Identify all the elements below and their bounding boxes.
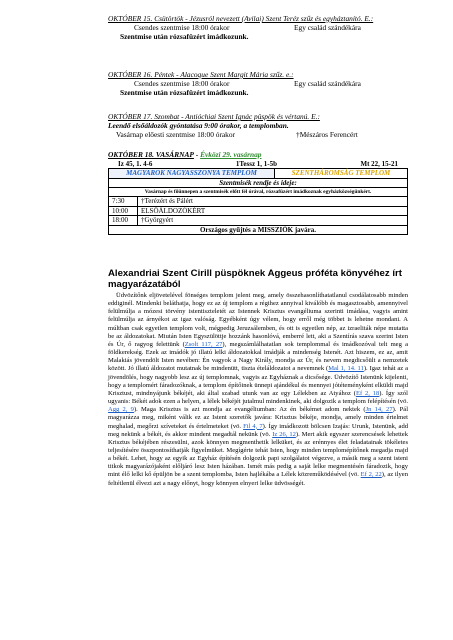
mass-intention: ELSŐÁLDOZÓKÉRT [138, 206, 408, 216]
article-text: ). Pál magyarázza meg, miként válik ez az Istent szeretők javára: Krisztus békéje, mondja, amely minden értelmet meghalad, megőrzi szíveteket és értelmeteket (vö. [108, 406, 409, 430]
article-text: ). Így imádkozott bölcsen Izajás: Urunk, Istenünk, add meg nekünk a békét, és akkor mindent megadtál nekünk (vö. [108, 422, 408, 438]
article-text: ). Igaz tehát az a jövendölés, hogy nagyobb lesz az új templomnak, vagyis az Egyháznak a dicsősége. Üdvözítő Istenünk kijelenti, hogy a templomért fáradozóknak, a templom építőinek ünnepi ajándékul és mennyei jótéteményként elküldi majd Krisztust, mindnyájunk békéjét, aki által szabad utunk van az egy Lélekben az Atyához ( [108, 365, 408, 397]
scripture-reference-link[interactable]: Mal 1, 14. 11 [328, 365, 364, 373]
rosary-note: Szentmise után rózsafüzért imádkozunk. [120, 88, 249, 98]
mass-info: Csendes szentmise 18:00 órakor [134, 79, 230, 89]
mass-intention: †Terézért és Pálért [138, 197, 408, 207]
scripture-reference-link[interactable]: Fil 4, 7 [243, 422, 263, 430]
article-text: ), az ilyen feltétlenül élvezi azt a nagy előnyt, hogy könnyen elnyeri lelke üdvösségét. [108, 471, 408, 487]
scripture-reference-link[interactable]: Ef 2, 18 [355, 389, 380, 397]
mass-info: Vasárnap előesti szentmise 18:00 órakor [116, 130, 236, 140]
reading-second: 1Tessz 1, 1-5b [235, 160, 278, 168]
mass-time: 18:00 [109, 216, 138, 226]
table-row [109, 216, 408, 226]
mass-intention: †Györgyért [138, 216, 408, 226]
church-left-name: MAGYAROK NAGYASSZONYA TEMPLOM [109, 169, 275, 179]
scripture-reference-link[interactable]: Ef 2, 22 [360, 471, 382, 479]
day-oct-16 [108, 70, 408, 98]
article-title: Alexandriai Szent Cirill püspöknek Aggeus próféta könyvéhez írt magyarázatából [108, 268, 402, 290]
collection-note: Országos gyűjtés a MISSZIÓK javára. [109, 225, 408, 235]
sunday-date: OKTÓBER 18. VASÁRNAP [108, 150, 194, 159]
article-text: ). Mert akik egyszer szerencsések lehettek Krisztus békéjében részesülni, azok könnyen megmenthetik lelküket, és az erénnyes élet feladatainak tökéletes teljesítésére összpontosíthatják figyelmüket. Megígérte tehát Isten, hogy minden templomépítőnek megadja majd a békét. Lehet, hogy az egyik az Egyház építésén dolgozik papi szolgálatot végezve, a másik meg a szent isteni titkok magyarázójaként előljáró lesz Isten házában. Ismét más pedig a saját lelke megmentésén fáradozik, hogy mint élő lelki kő épüljön be a szent templomba, Isten hajlékába a Lélek közreműködésével (vö. [108, 430, 408, 479]
article-text: ). Maga Krisztus is azt mondja az evangéliumban: Az én békémet adom nektek ( [133, 406, 366, 414]
table-row [109, 206, 408, 216]
article-text: ), megszámlálhatatlan sok templommal és imádkozóval telt meg a földkerekség. Ezek az imádók jó illatú lelki áldozatokkal imádják a mindenség Istenét. Azt hiszem, ez az, amit Malakiás jövendölt Isten nevében: Én vagyok a Nagy Király, mondja az Úr, és nevem megdicsőült a nemzetek között. Jó illatú áldozatot mutatnak be mindenütt, tiszta ételáldozatot a nevemnek ( [108, 340, 408, 373]
schedule-notice: Vasárnap és főünnepen a szentmisék előtt fél órával, rózsafüzért imádkoznak egyházközségünkért. [109, 188, 408, 197]
table-row [109, 197, 408, 207]
church-right-name: SZENTHÁROMSÁG TEMPLOM [274, 169, 407, 179]
sunday-readings [108, 160, 408, 168]
day-oct-15 [108, 14, 408, 42]
rosary-note: Szentmise után rózsafüzért imádkozunk. [120, 32, 249, 42]
day-saint: - Antióchiai Szent Ignác püspök és vértanú. E.: [179, 112, 320, 121]
article-body [108, 292, 408, 488]
scripture-reference-link[interactable]: Iz 26, 12 [272, 430, 296, 438]
mass-intention: Egy család szándékára [294, 79, 361, 89]
day-date: OKTÓBER 15. Csütörtök [108, 14, 184, 23]
scripture-reference-link[interactable]: Agg 2, 9 [108, 406, 134, 414]
confession-note: Leendő elsőáldozók gyóntatása 9:00 órakor, a templomban. [108, 121, 289, 131]
day-date: OKTÓBER 16. Péntek [108, 70, 175, 79]
scripture-reference-link[interactable]: Jn 14, 27 [365, 406, 393, 414]
schedule-title: Szentmisék rendje és ideje: [109, 178, 408, 188]
mass-schedule-table [108, 168, 408, 235]
reading-first: Iz 45, 1. 4-6 [118, 160, 153, 168]
article-text: ). Így szól ugyanis: Békét adok ezen a helyen, a lélek békéjét jutalmul mindenkinek, aki dolgozik a templom felépítésén (vö. [108, 389, 408, 406]
mass-time: 7:30 [109, 197, 138, 207]
mass-time: 10:00 [109, 206, 138, 216]
mass-intention: Egy család szándékára [294, 23, 361, 33]
scripture-reference-link[interactable]: Zsolt 117, 27 [184, 340, 223, 348]
day-saint: - Alacoque Szent Margit Mária szűz. e.: [174, 70, 294, 79]
reading-gospel: Mt 22, 15-21 [360, 160, 398, 168]
day-saint: - Jézusról nevezett (Avilai) Szent Teréz szűz és egyháztanító. E.: [183, 14, 374, 23]
day-date: OKTÓBER 17. Szombat [108, 112, 180, 121]
mass-info: Csendes szentmise 18:00 órakor [134, 23, 230, 33]
sunday-header [108, 150, 408, 159]
sunday-feast: Évközi 29. vasárnap [200, 150, 262, 159]
sunday-sep: - [193, 150, 201, 159]
day-oct-17 [108, 112, 408, 140]
article-text: Üdvözítőnk eljövetelével fönséges templom jelent meg, amely összehasonlíthatatlanul csodálatosabb minden eddiginél. Mindenki beláthatja, hogy ez az új templom a régihez annyival kiválóbb és magasztosabb, amennyivel felülmúlja a mózesi törvény istentiszteletét az Istennek Krisztus evangéliuma szerinti imádása, vagyis amint felülmúlja az árnyékot az igaz valóság. Egyébként úgy vélem, hogy erről még többet is lehetne mondani. A múltban csak egyetlen templom volt, mégpedig Jeruzsálemben, és ott is egyetlen nép, az izraeliták népe mutatta be az áldozatokat. Miután Isten Egyszülöttje hozzánk hasonlóvá, emberré lett, aki a Szentírás szava szerint Isten és Úr, ő ragyog felettünk ( [108, 292, 408, 348]
article [108, 268, 408, 488]
mass-intention: †Mészáros Ferencért [296, 130, 358, 140]
